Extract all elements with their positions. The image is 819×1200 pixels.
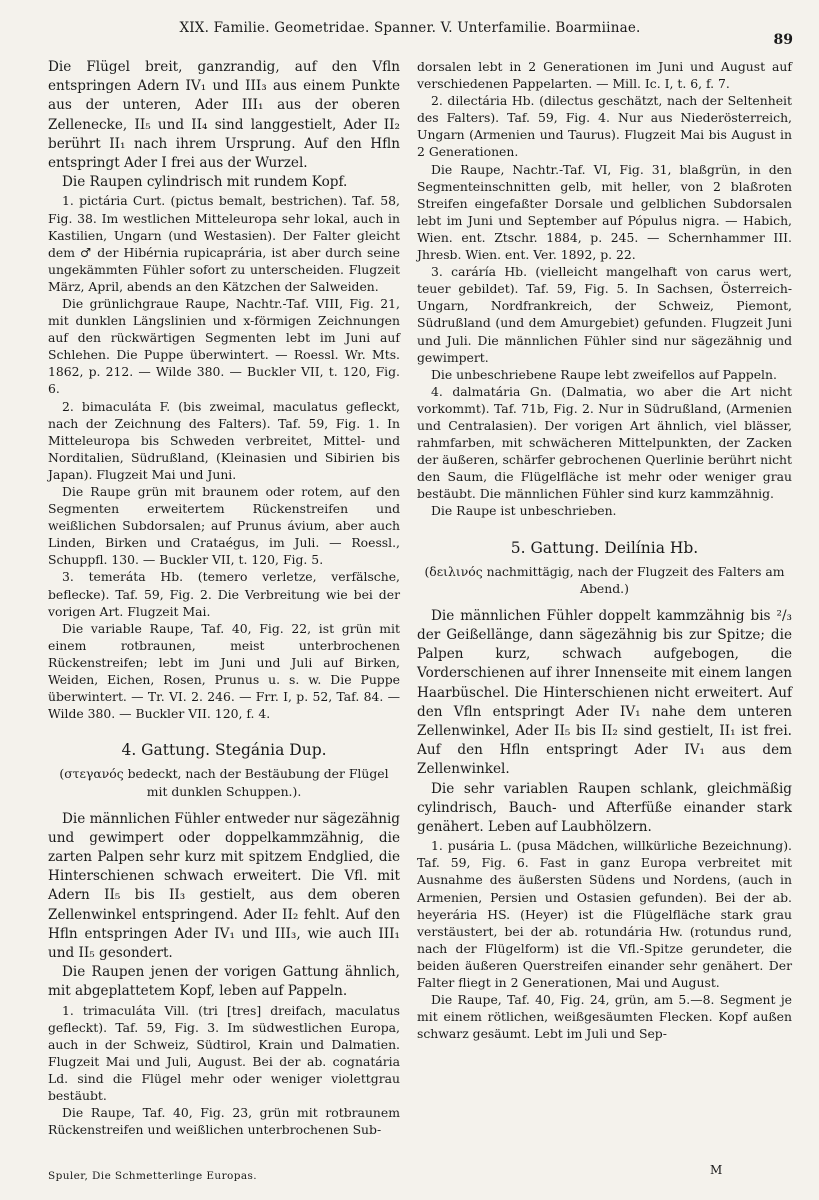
genus-heading: 5. Gattung. Deilínia Hb. — [510, 538, 699, 557]
species-entry: 3. caráría Hb. (vielleicht mangelhaft von carus wert, teuer gebildet). Taf. 59, Fig. 5. In Sachsen, Österreich-Ungarn, Nordfrankreich, der Schweiz, Piemont, Südrußland (und dem Amurgebiet) gefunden. Flugzeit Juni und Juli. Die männlichen Fühler sind nur sägezähnig und gewimpert. — [417, 264, 792, 365]
paragraph: Die sehr variablen Raupen schlank, gleichmäßig cylindrisch, Bauch- und Afterfüße einander stark genähert. Leben auf Laubhölzern. — [417, 780, 792, 836]
paragraph: Die männlichen Fühler doppelt kammzähnig bis ²/₃ der Geißellänge, dann sägezähnig bis zur Spitze; die Palpen kurz, schwach aufgebogen, die Vorderschienen auf ihrer Innenseite mit einem langen Haarbüschel. Die Hinterschienen nicht erweitert. Auf den Vfln entspringt Ader IV₁ nahe dem unteren Zellenwinkel, Ader II₅ bis II₂ sind gestielt, II₁ ist frei. Auf den Hfln entspringt Ader IV₁ aus dem Zellenwinkel. — [417, 607, 792, 778]
paragraph: Die Raupe, Taf. 40, Fig. 24, grün, am 5.—8. Segment je mit einem rötlichen, weißgesäumten Flecken. Kopf außen schwarz gesäumt. Lebt im Juli und Sep- — [417, 992, 792, 1042]
paragraph: Die Raupen cylindrisch mit rundem Kopf. — [62, 174, 348, 191]
genus-note: (δειλινός nachmittägig, nach der Flugzeit des Falters am Abend.) — [424, 563, 785, 596]
paragraph: Die Raupe ist unbeschrieben. — [431, 503, 617, 519]
signature-mark: M — [710, 1163, 723, 1177]
paragraph: dorsalen lebt in 2 Generationen im Juni und August auf verschiedenen Pappelarten. — Mill. Ic. I, t. 6, f. 7. — [417, 59, 792, 92]
species-entry: 2. dilectária Hb. (dilectus geschätzt, nach der Seltenheit des Falters). Taf. 59, Fig. 4. Nur aus Niederösterreich, Ungarn (Armenien und Taurus). Flugzeit Mai bis August in 2 Generationen. — [417, 93, 792, 160]
paragraph: Die Raupe, Taf. 40, Fig. 23, grün mit rotbraunem Rückenstreifen und weißlichen unterbrochenen Sub- — [48, 1105, 400, 1138]
page-number: 89 — [773, 32, 793, 48]
paragraph: Die Raupe, Nachtr.-Taf. VI, Fig. 31, blaßgrün, in den Segmenteinschnitten gelb, mit heller, von 2 blaßroten Streifen eingefaßter Dorsale und gelblichen Subdorsalen lebt im Juni und September auf Pópulus nigra. — Habich, Wien. ent. Ztschr. 1884, p. 245. — Schernhammer III. Jhresb. Wien. ent. Ver. 1892, p. 22. — [417, 161, 792, 263]
right-column — [417, 58, 792, 1042]
species-entry: 4. dalmatária Gn. (Dalmatia, wo aber die Art nicht vorkommt). Taf. 71b, Fig. 2. Nur in Südrußland, (Armenien und Centralasien). Der vorigen Art ähnlich, viel blässer, rahmfarben, mit schwächeren Mittelpunkten, der Zacken der äußeren, schärfer gebrochenen Querlinie berührt nicht den Saum, die Flügelfläche ist mehr oder weniger grau bestäubt. Die männlichen Fühler sind kurz kammzähnig. — [417, 383, 792, 502]
paragraph: Die Flügel breit, ganzrandig, auf den Vfln entspringen Adern IV₁ und III₃ aus einem Punkte aus der unteren, Ader III₁ aus der oberen Zellenecke, II₅ und II₄ sind langgestielt, Ader II₂ berührt II₁ nach ihrem Ursprung. Auf den Hfln entspringt Ader I frei aus der Wurzel. — [48, 59, 400, 172]
paragraph: Die unbeschriebene Raupe lebt zweifellos auf Pappeln. — [431, 366, 777, 382]
species-entry: 1. pusária L. (pusa Mädchen, willkürliche Bezeichnung). Taf. 59, Fig. 6. Fast in ganz Europa verbreitet mit Ausnahme des äußersten Südens und Nordens, (auch in Armenien, Persien und Ostasien gefunden). Bei der ab. heyerária HS. (Heyer) ist die Flügelfläche stark grau verstäustert, bei der ab. rotundária Hw. (rotundus rund, nach der Flügelform) ist die Vfl.-Spitze gerundeter, die beiden äußeren Querstreifen einander sehr genähert. Der Falter fliegt in 2 Generationen, Mai und August. — [417, 838, 792, 990]
footer-source: Spuler, Die Schmetterlinge Europas. — [48, 1170, 258, 1182]
left-column — [48, 58, 400, 1138]
paragraph: Die Raupen jenen der vorigen Gattung ähnlich, mit abgeplattetem Kopf, leben auf Pappeln. — [48, 964, 400, 1000]
running-header: XIX. Familie. Geometridae. Spanner. V. Unterfamilie. Boarmiinae. — [179, 20, 641, 36]
genus-note: (στεγανός bedeckt, nach der Bestäubung der Flügel mit dunklen Schuppen.). — [59, 766, 389, 799]
genus-heading: 4. Gattung. Stegánia Dup. — [121, 741, 327, 760]
species-entry: 3. temeráta Hb. (temero verletze, verfälsche, beflecke). Taf. 59, Fig. 2. Die Verbreitung wie bei der vorigen Art. Flugzeit Mai. — [48, 569, 400, 619]
species-entry: 1. pictária Curt. (pictus bemalt, bestrichen). Taf. 58, Fig. 38. Im westlichen Mitteleuropa sehr lokal, auch in Kastilien, Ungarn (und Westasien). Der Falter gleicht dem ♂ der Hibérnia rupicaprária, ist aber durch seine ungekämmten Fühler sofort zu unterscheiden. Flugzeit März, April, abends an den Kätzchen der Salweiden. — [48, 193, 400, 294]
paragraph: Die variable Raupe, Taf. 40, Fig. 22, ist grün mit einem rotbraunen, meist unterbrochenen Rückenstreifen; lebt im Juni und Juli auf Birken, Weiden, Eichen, Rosen, Prunus u. s. w. Die Puppe überwintert. — Tr. VI. 2. 246. — Frr. I, p. 52, Taf. 84. — Wilde 380. — Buckler VII. 120, f. 4. — [48, 620, 400, 722]
paragraph: Die männlichen Fühler entweder nur sägezähnig und gewimpert oder doppelkammzähnig, die zarten Palpen sehr kurz mit spitzem Endglied, die Hinterschienen schwach erweitert. Die Vfl. mit Adern II₅ bis II₃ gestielt, aus dem oberen Zellenwinkel entspringend. Ader II₂ fehlt. Auf den Hfln entspringen Ader IV₁ und III₃, wie auch III₁ und II₅ gesondert. — [48, 810, 400, 962]
paragraph: Die Raupe grün mit braunem oder rotem, auf den Segmenten erweitertem Rückenstreifen und weißlichen Subdorsalen; auf Prunus ávium, aber auch Linden, Birken und Crataégus, im Juli. — Roessl., Schuppfl. 130. — Buckler VII, t. 120, Fig. 5. — [48, 484, 400, 568]
species-entry: 2. bimaculáta F. (bis zweimal, maculatus gefleckt, nach der Zeichnung des Falters). Taf. 59, Fig. 1. In Mitteleuropa bis Schweden verbreitet, Mittel- und Norditalien, Südrußland, (Kleinasien und Sibirien bis Japan). Flugzeit Mai und Juni. — [48, 398, 400, 482]
species-entry: 1. trimaculáta Vill. (tri [tres] dreifach, maculatus gefleckt). Taf. 59, Fig. 3. Im südwestlichen Europa, auch in der Schweiz, Südtirol, Krain und Dalmatien. Flugzeit Mai und Juli, August. Bei der ab. cognatária Ld. sind die Flügel mehr oder weniger violettgrau bestäubt. — [48, 1002, 400, 1104]
paragraph: Die grünlichgraue Raupe, Nachtr.-Taf. VIII, Fig. 21, mit dunklen Längslinien und x-förmigen Zeichnungen auf den rückwärtigen Segmenten lebt im Juni auf Schlehen. Die Puppe überwintert. — Roessl. Wr. Mts. 1862, p. 212. — Wilde 380. — Buckler VII, t. 120, Fig. 6. — [48, 295, 400, 397]
